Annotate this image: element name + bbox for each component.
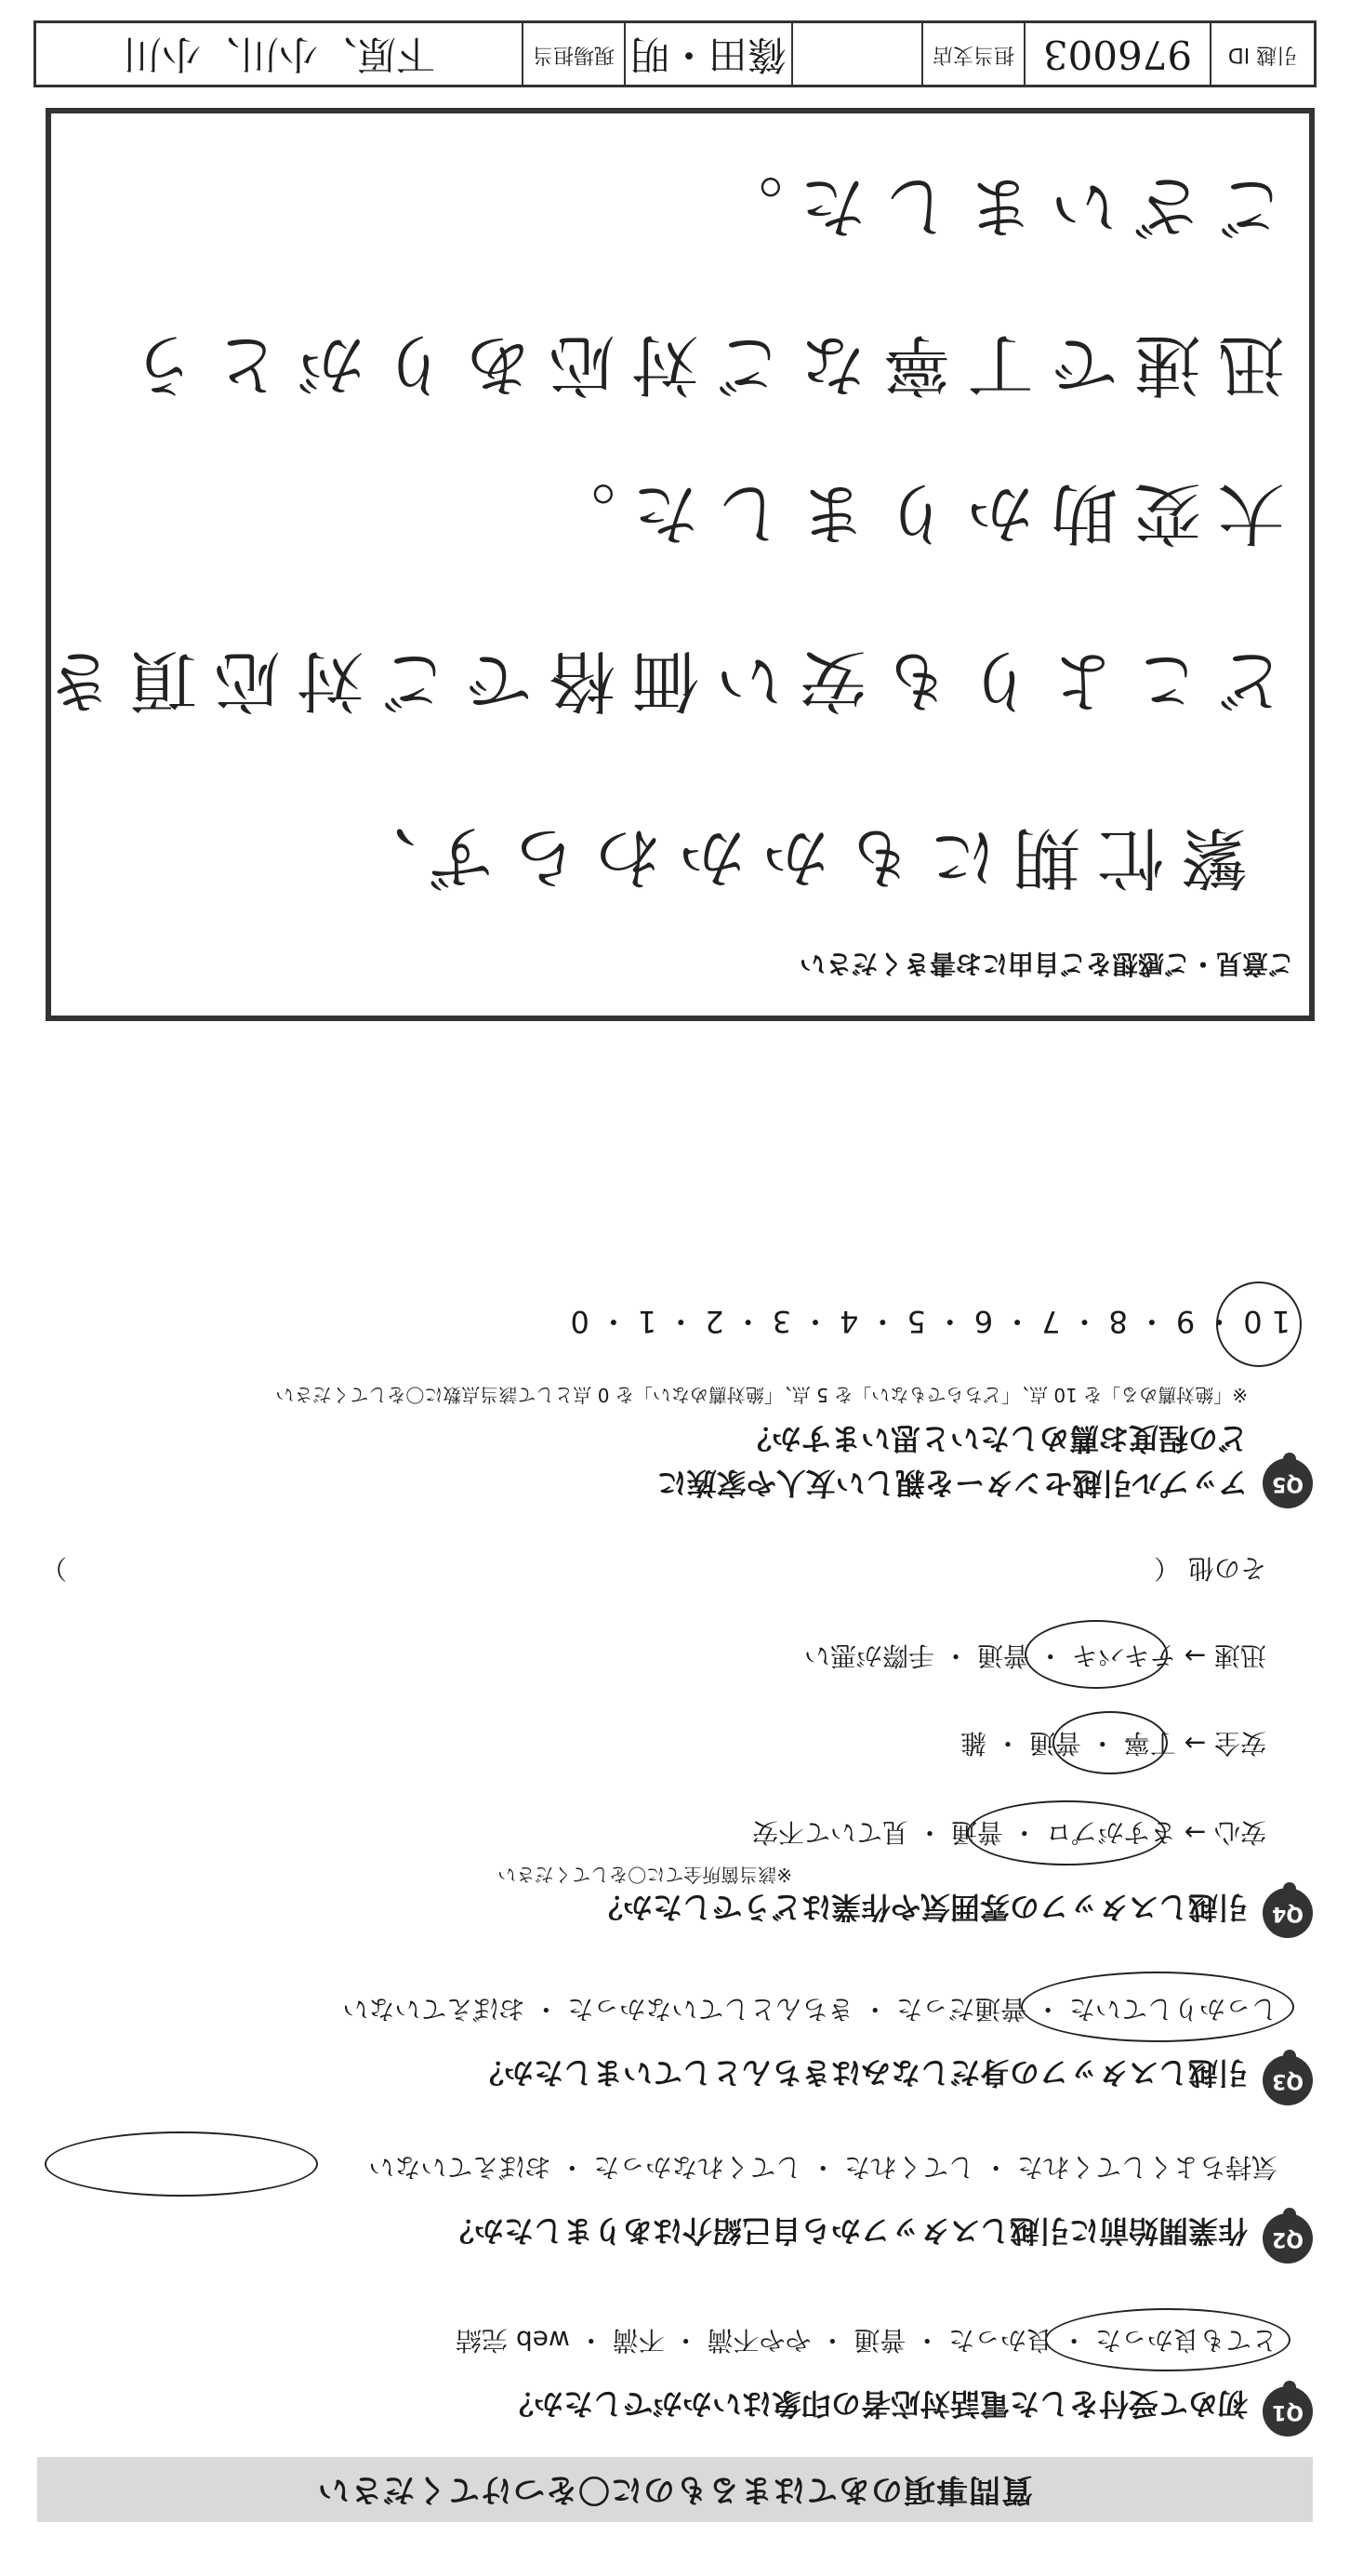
q1-option-5[interactable]: 不満: [612, 2325, 665, 2356]
id-label: 引越 ID: [1227, 43, 1298, 66]
id-value: 976003: [1026, 23, 1211, 85]
q4-anzen-option-3[interactable]: 雑: [960, 1728, 987, 1759]
id-table: [33, 20, 1317, 87]
q4-row-jinsoku: 迅速 → テキパキ ・ 普通 ・ 手際が悪い: [804, 1640, 1266, 1671]
handwritten-line-3: 大変助かりました。: [531, 474, 1285, 552]
q2-option-4[interactable]: おぼえていない: [368, 2152, 551, 2183]
q4-jinsoku-option-2[interactable]: 普通: [976, 1640, 1029, 1671]
staff-names: 下原、小川、小川: [36, 23, 523, 85]
q4-badge: Q4: [1263, 1888, 1313, 1938]
q2-badge: Q2: [1263, 2213, 1313, 2264]
instruction-text: 質問事項のあてはまるものに〇をつけてください: [317, 2471, 1033, 2508]
q1-options: とても良かった ・ 良かった ・ 普通 ・ やや不満 ・ 不満 ・ web 完結: [456, 2325, 1277, 2356]
handwritten-line-5: ございました。: [698, 167, 1285, 246]
q1-option-6[interactable]: web 完結: [456, 2325, 570, 2356]
q5-score-1[interactable]: 1: [628, 1304, 657, 1339]
q3-option-4[interactable]: おぼえていない: [342, 1994, 525, 2025]
q4-anshin-option-2[interactable]: 普通: [950, 1817, 1003, 1848]
q3-option-1[interactable]: しっかりしていた: [1068, 1994, 1277, 2025]
manager-label: 現場担当: [523, 23, 626, 85]
q5-score-2[interactable]: 2: [695, 1304, 724, 1339]
branch-value: [793, 23, 923, 85]
q4-row-anshin: 安心 → さすがプロ ・ 普通 ・ 見ていて不安: [752, 1817, 1266, 1848]
q5-score-4[interactable]: 4: [830, 1304, 859, 1339]
q5-score-9[interactable]: 9: [1166, 1304, 1196, 1339]
q3-text: 引越しスタッフの身だしなみはきちんとしていましたか？: [473, 2055, 1248, 2091]
q4-anshin-option-3[interactable]: 見ていて不安: [752, 1817, 909, 1848]
q1-text: 初めて受付をした電話対応者の印象はいかがでしたか？: [503, 2386, 1248, 2422]
q5-score-7[interactable]: 7: [1032, 1304, 1061, 1339]
q1-option-1[interactable]: とても良かった: [1094, 2325, 1277, 2356]
q4-anzen-selection-circle: [1052, 1711, 1168, 1774]
instruction-band: [37, 2457, 1313, 2522]
manager-stamp: 篠田・明: [626, 23, 793, 85]
q4-text: 引越しスタッフの雰囲気や作業はどうでしたか？: [592, 1890, 1248, 1925]
q4-row-label: 迅速: [1213, 1640, 1266, 1671]
q4-jinsoku-option-1[interactable]: テキパキ: [1071, 1640, 1176, 1671]
q2-option-3[interactable]: してくれなかった: [593, 2152, 802, 2183]
q2-selection-circle: [45, 2131, 318, 2197]
q2-text: 作業開始前に引越しスタッフから自己紹介はありましたか？: [443, 2213, 1248, 2249]
q1-selection-circle: [1045, 2308, 1290, 2371]
q5-score-5[interactable]: 5: [897, 1304, 926, 1339]
q4-jinsoku-option-3[interactable]: 手際が悪い: [804, 1640, 935, 1671]
q5-badge: Q5: [1263, 1458, 1313, 1508]
q2-option-1[interactable]: 気持ちよくしてくれた: [1016, 2152, 1277, 2183]
q5-score-3[interactable]: 3: [762, 1304, 792, 1339]
q5-note: ※「絶対薦める」を 10 点、「どちらでもない」を 5 点、「絶対薦めない」を 0 点として該当点数に〇をしてください: [275, 1384, 1248, 1406]
q5-text-line2: どの程度お薦めしたいと思いますか？: [741, 1421, 1248, 1456]
q1-badge: Q1: [1263, 2386, 1313, 2437]
branch-label: 担当支店: [923, 23, 1026, 85]
q5-score-0[interactable]: 0: [561, 1304, 589, 1339]
q4-jinsoku-selection-circle: [1025, 1620, 1168, 1689]
comment-label: ご意見・ご感想をご自由にお書きください: [799, 949, 1294, 979]
q4-row-label: 安心: [1213, 1817, 1266, 1848]
q5-score-8[interactable]: 8: [1099, 1304, 1128, 1339]
q5-scale: 10・9・8・7・6・5・4・3・2・1・0: [561, 1304, 1290, 1339]
q4-row-anzen: 安全 → 丁寧 ・ 普通 ・ 雑: [960, 1728, 1266, 1759]
q4-note: ※該当箇所全てに〇をしてください: [497, 1864, 792, 1886]
q2-option-2[interactable]: してくれた: [844, 2152, 975, 2183]
q4-anzen-option-2[interactable]: 普通: [1028, 1728, 1081, 1759]
q5-score-6[interactable]: 6: [964, 1304, 994, 1339]
q5-score-10[interactable]: 10: [1234, 1304, 1290, 1339]
q3-option-3[interactable]: きちんとしていなかった: [567, 1994, 854, 2025]
q5-text-line1: アップル引越センターを親しい友人や家族に: [656, 1466, 1248, 1501]
q3-option-2[interactable]: 普通だった: [896, 1994, 1027, 2025]
q3-options: しっかりしていた ・ 普通だった ・ きちんとしていなかった ・ おぼえていない: [342, 1994, 1277, 2025]
q2-options: 気持ちよくしてくれた ・ してくれた ・ してくれなかった ・ おぼえていない: [368, 2152, 1277, 2183]
q5-selection-circle: [1216, 1281, 1302, 1367]
q1-option-4[interactable]: やや不満: [707, 2325, 812, 2356]
q3-badge: Q3: [1263, 2055, 1313, 2105]
q4-other: その他 （: [1154, 1553, 1266, 1584]
q1-option-3[interactable]: 普通: [854, 2325, 907, 2356]
q4-row-label: 安全: [1213, 1728, 1266, 1759]
q4-anshin-option-1[interactable]: さすがプロ: [1045, 1817, 1176, 1848]
q4-anshin-selection-circle: [967, 1800, 1166, 1866]
q4-other-close: ）: [40, 1553, 67, 1584]
handwritten-line-1: 繁忙期にもかかわらず、: [332, 818, 1248, 896]
q1-option-2[interactable]: 良かった: [948, 2325, 1053, 2356]
q4-anzen-option-1[interactable]: 丁寧: [1123, 1728, 1176, 1759]
handwritten-line-4: 迅速で丁寧なご対応ありがとう: [112, 325, 1285, 404]
handwritten-line-2: どこよりも安い価格でご対応頂き: [29, 642, 1285, 720]
q3-selection-circle: [1021, 1972, 1294, 2042]
q4-other-label: その他: [1187, 1553, 1266, 1584]
